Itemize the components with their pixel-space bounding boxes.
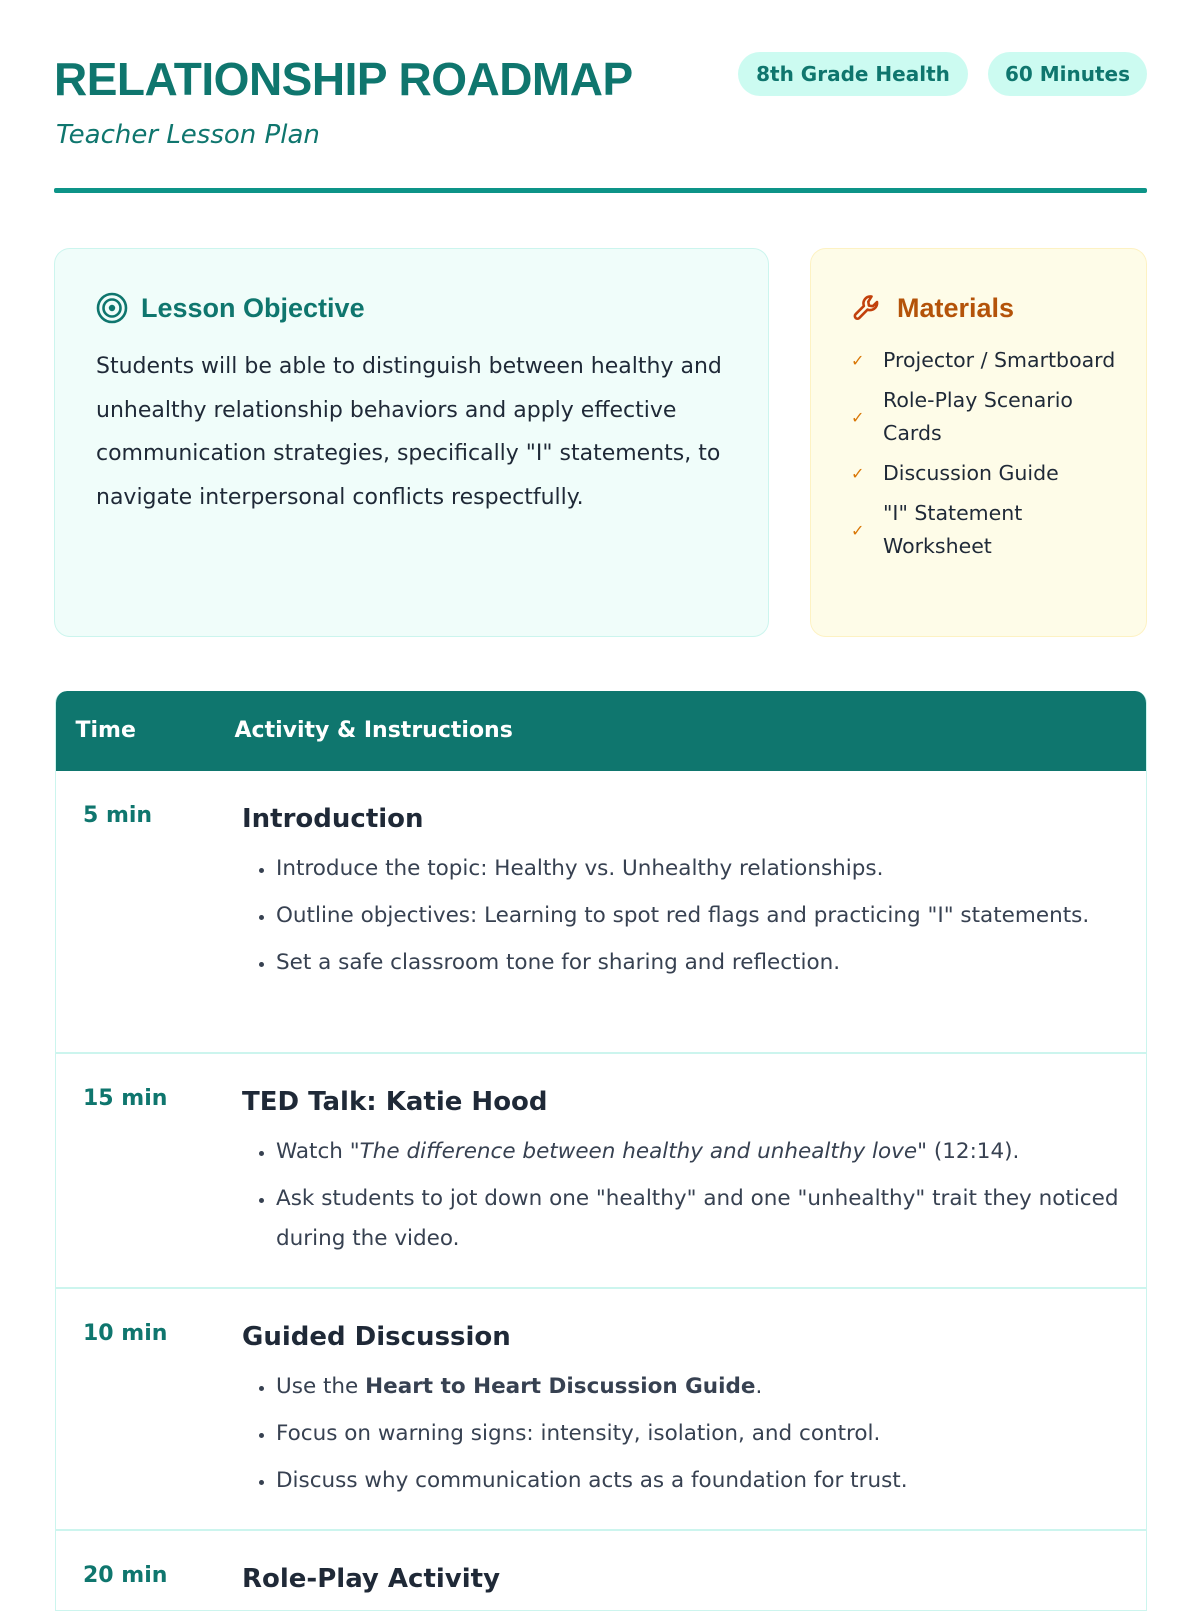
objective-text: Students will be able to distinguish between healthy and unhealthy relationship behaviors and apply effective communication strategies, specifically "I" statements, to navigate interpersonal conflicts respectfully. xyxy=(96,354,722,510)
materials-item xyxy=(851,457,1121,490)
grade-badge: 8th Grade Health xyxy=(738,52,968,96)
materials-item xyxy=(851,384,1121,450)
materials-header xyxy=(851,291,1014,325)
activity-title: Role-Play Activity xyxy=(242,1564,501,1594)
page-title: RELATIONSHIP ROADMAP xyxy=(54,53,633,105)
materials-item-label: Discussion Guide xyxy=(883,461,1059,485)
row-time: 15 min xyxy=(83,1086,168,1111)
target-icon xyxy=(95,291,129,325)
materials-item xyxy=(851,344,1121,377)
duration-badge: 60 Minutes xyxy=(988,52,1147,96)
row-activity xyxy=(242,1323,1122,1508)
activity-instructions xyxy=(242,1132,1122,1259)
activity-instructions xyxy=(242,849,1122,983)
instruction-item xyxy=(276,1367,1122,1407)
materials-heading: Materials xyxy=(897,292,1015,323)
row-time: 10 min xyxy=(83,1321,168,1346)
video-title: "The difference between healthy and unhealthy love" xyxy=(349,1138,927,1164)
activity-title: Introduction xyxy=(242,804,424,834)
check-icon: ✓ xyxy=(851,464,865,483)
materials-item-label: Role-Play Scenario Cards xyxy=(883,388,1073,445)
row-activity xyxy=(242,1088,1122,1266)
wrench-icon xyxy=(851,291,885,325)
table-row xyxy=(56,771,1146,1054)
materials-item-label: Projector / Smartboard xyxy=(883,348,1116,372)
instruction-item: • Introduce the topic: Healthy vs. Unhealthy relationships. xyxy=(276,849,1122,889)
instruction-item: • Outline objectives: Learning to spot red flags and practicing "I" statements. xyxy=(276,896,1122,936)
video-duration: (12:14). xyxy=(926,1138,1020,1164)
schedule-table xyxy=(55,691,1147,1611)
table-row xyxy=(56,1054,1146,1289)
activity-instructions xyxy=(242,1367,1122,1501)
check-icon: ✓ xyxy=(851,520,865,540)
objective-header xyxy=(95,291,365,325)
activity-title: Guided Discussion xyxy=(242,1322,511,1352)
table-row xyxy=(56,1289,1146,1531)
row-activity xyxy=(242,805,1122,990)
row-time: 5 min xyxy=(83,803,153,828)
instruction-text: Watch xyxy=(276,1138,350,1164)
materials-item xyxy=(851,497,1121,563)
check-icon: ✓ xyxy=(851,351,865,370)
materials-item-label: "I" Statement Worksheet xyxy=(883,501,1023,558)
objective-heading: Lesson Objective xyxy=(141,292,365,323)
instruction-text: . xyxy=(755,1373,763,1399)
page-subtitle: Teacher Lesson Plan xyxy=(56,120,320,150)
instruction-item: • Focus on warning signs: intensity, isolation, and control. xyxy=(276,1414,1122,1454)
row-activity xyxy=(242,1565,1122,1609)
materials-list xyxy=(851,344,1121,570)
instruction-item: • Discuss why communication acts as a foundation for trust. xyxy=(276,1461,1122,1501)
instruction-item: • Ask students to jot down one "healthy" and one "unhealthy" trait they noticed during the video. xyxy=(276,1179,1122,1259)
header-divider xyxy=(54,188,1147,193)
column-header-time: Time xyxy=(75,718,136,743)
table-row xyxy=(56,1531,1146,1611)
activity-title: TED Talk: Katie Hood xyxy=(242,1087,548,1117)
instruction-item: • Set a safe classroom tone for sharing and reflection. xyxy=(276,943,1122,983)
check-icon: ✓ xyxy=(851,407,865,427)
materials-card xyxy=(810,248,1147,637)
guide-name: Heart to Heart Discussion Guide xyxy=(365,1373,756,1399)
column-header-activity: Activity & Instructions xyxy=(234,718,513,743)
table-header xyxy=(55,691,1147,771)
objective-card xyxy=(54,248,769,637)
row-time: 20 min xyxy=(83,1563,168,1588)
instruction-item xyxy=(276,1132,1122,1172)
instruction-text: Use the xyxy=(276,1373,366,1399)
